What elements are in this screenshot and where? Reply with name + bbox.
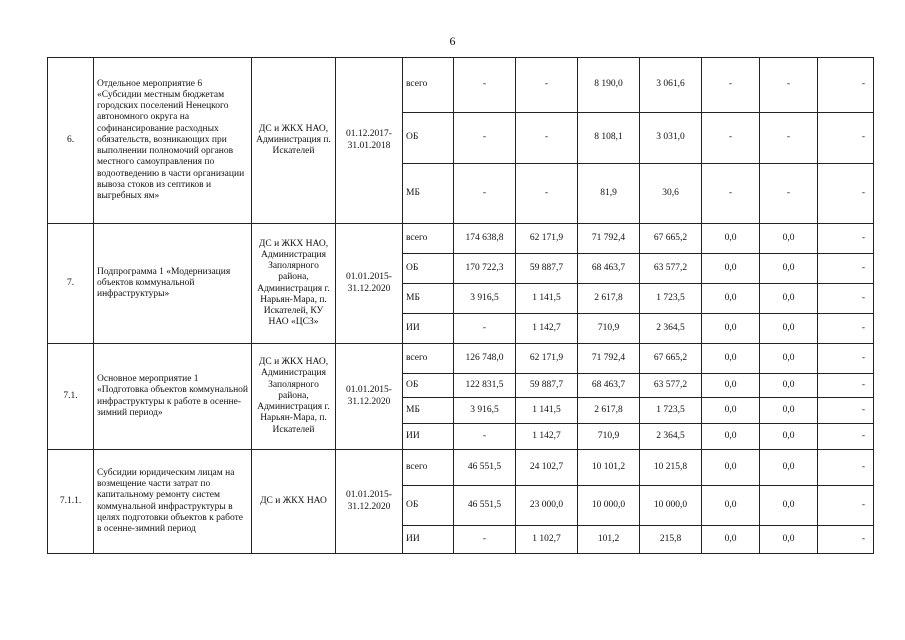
value-cell: 1 141,5: [516, 284, 578, 314]
item-name: Отдельное мероприятие 6 «Субсидии местным бюджетам городских поселений Ненецкого автономного округа на софинансирование расходных обязательств, возникающих при выполнении полномочий органов местного самоуправления по водоотведению в части организации вывоза стоков из септиков и выгребных ям»: [94, 58, 252, 224]
value-cell: 0,0: [702, 284, 760, 314]
funding-source: ИИ: [403, 424, 454, 450]
value-cell: -: [818, 314, 874, 344]
value-cell: 126 748,0: [454, 344, 516, 374]
value-cell: 0,0: [760, 224, 818, 254]
item-executor: ДС и ЖКХ НАО: [252, 450, 336, 554]
value-cell: -: [702, 113, 760, 164]
item-number: 7.1.1.: [48, 450, 94, 554]
value-cell: 10 215,8: [640, 450, 702, 486]
value-cell: -: [760, 164, 818, 224]
value-cell: 10 000,0: [578, 486, 640, 526]
value-cell: -: [454, 526, 516, 554]
funding-source: ОБ: [403, 486, 454, 526]
value-cell: 101,2: [578, 526, 640, 554]
value-cell: 0,0: [702, 314, 760, 344]
value-cell: 0,0: [702, 398, 760, 424]
value-cell: 0,0: [760, 374, 818, 398]
value-cell: 1 723,5: [640, 398, 702, 424]
value-cell: -: [516, 113, 578, 164]
funding-source: всего: [403, 450, 454, 486]
item-period: 01.01.2015-31.12.2020: [336, 344, 403, 450]
item-number: 7.1.: [48, 344, 94, 450]
value-cell: -: [702, 164, 760, 224]
funding-source: МБ: [403, 398, 454, 424]
value-cell: -: [818, 344, 874, 374]
value-cell: 0,0: [702, 224, 760, 254]
value-cell: -: [818, 526, 874, 554]
funding-source: ОБ: [403, 254, 454, 284]
value-cell: 0,0: [702, 254, 760, 284]
value-cell: 3 916,5: [454, 398, 516, 424]
value-cell: 8 108,1: [578, 113, 640, 164]
item-name: Основное мероприятие 1 «Подготовка объектов коммунальной инфраструктуры к работе в осенне-зимний период»: [94, 344, 252, 450]
value-cell: -: [818, 486, 874, 526]
value-cell: 3 916,5: [454, 284, 516, 314]
value-cell: 71 792,4: [578, 224, 640, 254]
value-cell: 2 364,5: [640, 424, 702, 450]
item-executor: ДС и ЖКХ НАО, Администрация Заполярного района, Администрация г. Нарьян-Мара, п. Искателей: [252, 344, 336, 450]
value-cell: 63 577,2: [640, 374, 702, 398]
item-name: Субсидии юридическим лицам на возмещение части затрат по капитальному ремонту систем коммунальной инфраструктуры в целях подготовки объектов к работе в осенне-зимний период: [94, 450, 252, 554]
table-row: [48, 224, 874, 254]
item-number: 7.: [48, 224, 94, 344]
value-cell: 81,9: [578, 164, 640, 224]
value-cell: 1 141,5: [516, 398, 578, 424]
value-cell: 30,6: [640, 164, 702, 224]
value-cell: -: [760, 113, 818, 164]
value-cell: 215,8: [640, 526, 702, 554]
value-cell: 0,0: [760, 284, 818, 314]
value-cell: 63 577,2: [640, 254, 702, 284]
item-name: Подпрограмма 1 «Модернизация объектов коммунальной инфраструктуры»: [94, 224, 252, 344]
value-cell: -: [454, 58, 516, 113]
value-cell: 0,0: [702, 374, 760, 398]
value-cell: 46 551,5: [454, 486, 516, 526]
value-cell: 59 887,7: [516, 374, 578, 398]
value-cell: 1 723,5: [640, 284, 702, 314]
item-executor: ДС и ЖКХ НАО, Администрация п. Искателей: [252, 58, 336, 224]
value-cell: 71 792,4: [578, 344, 640, 374]
value-cell: 0,0: [760, 344, 818, 374]
value-cell: -: [818, 374, 874, 398]
value-cell: 1 102,7: [516, 526, 578, 554]
value-cell: 24 102,7: [516, 450, 578, 486]
value-cell: -: [818, 254, 874, 284]
value-cell: -: [454, 314, 516, 344]
value-cell: 68 463,7: [578, 254, 640, 284]
value-cell: 59 887,7: [516, 254, 578, 284]
budget-table-body: [48, 58, 874, 554]
value-cell: -: [454, 424, 516, 450]
funding-source: МБ: [403, 164, 454, 224]
value-cell: 68 463,7: [578, 374, 640, 398]
value-cell: 0,0: [760, 254, 818, 284]
value-cell: 10 000,0: [640, 486, 702, 526]
value-cell: 0,0: [760, 486, 818, 526]
page-number: 6: [449, 34, 456, 48]
funding-source: ИИ: [403, 526, 454, 554]
value-cell: 174 638,8: [454, 224, 516, 254]
funding-source: всего: [403, 344, 454, 374]
funding-source: ОБ: [403, 374, 454, 398]
value-cell: 3 061,6: [640, 58, 702, 113]
value-cell: 0,0: [702, 424, 760, 450]
value-cell: -: [818, 450, 874, 486]
item-period: 01.01.2015-31.12.2020: [336, 450, 403, 554]
value-cell: 0,0: [760, 424, 818, 450]
value-cell: 2 617,8: [578, 398, 640, 424]
value-cell: -: [516, 164, 578, 224]
value-cell: 8 190,0: [578, 58, 640, 113]
value-cell: -: [818, 164, 874, 224]
value-cell: 0,0: [760, 526, 818, 554]
value-cell: -: [818, 424, 874, 450]
value-cell: 46 551,5: [454, 450, 516, 486]
value-cell: 1 142,7: [516, 424, 578, 450]
value-cell: -: [818, 398, 874, 424]
budget-table: [47, 57, 874, 554]
value-cell: 0,0: [702, 344, 760, 374]
item-executor: ДС и ЖКХ НАО, Администрация Заполярного района, Администрация г. Нарьян-Мара, п. Искателей, КУ НАО «ЦСЗ»: [252, 224, 336, 344]
item-number: 6.: [48, 58, 94, 224]
value-cell: 0,0: [760, 314, 818, 344]
value-cell: -: [454, 164, 516, 224]
funding-source: ОБ: [403, 113, 454, 164]
value-cell: -: [454, 113, 516, 164]
value-cell: 2 364,5: [640, 314, 702, 344]
table-row: [48, 344, 874, 374]
value-cell: -: [516, 58, 578, 113]
value-cell: 0,0: [760, 450, 818, 486]
value-cell: -: [818, 58, 874, 113]
value-cell: 3 031,0: [640, 113, 702, 164]
funding-source: всего: [403, 58, 454, 113]
table-row: [48, 58, 874, 113]
value-cell: 62 171,9: [516, 344, 578, 374]
value-cell: 710,9: [578, 314, 640, 344]
funding-source: МБ: [403, 284, 454, 314]
value-cell: 1 142,7: [516, 314, 578, 344]
value-cell: 2 617,8: [578, 284, 640, 314]
value-cell: 0,0: [702, 486, 760, 526]
item-period: 01.12.2017-31.01.2018: [336, 58, 403, 224]
value-cell: -: [818, 284, 874, 314]
value-cell: -: [760, 58, 818, 113]
value-cell: 62 171,9: [516, 224, 578, 254]
value-cell: 67 665,2: [640, 224, 702, 254]
funding-source: ИИ: [403, 314, 454, 344]
value-cell: 0,0: [702, 526, 760, 554]
value-cell: 0,0: [760, 398, 818, 424]
value-cell: 170 722,3: [454, 254, 516, 284]
funding-source: всего: [403, 224, 454, 254]
value-cell: -: [818, 113, 874, 164]
value-cell: -: [702, 58, 760, 113]
item-period: 01.01.2015-31.12.2020: [336, 224, 403, 344]
value-cell: 710,9: [578, 424, 640, 450]
value-cell: 0,0: [702, 450, 760, 486]
value-cell: 67 665,2: [640, 344, 702, 374]
value-cell: 122 831,5: [454, 374, 516, 398]
value-cell: -: [818, 224, 874, 254]
value-cell: 23 000,0: [516, 486, 578, 526]
table-row: [48, 450, 874, 486]
value-cell: 10 101,2: [578, 450, 640, 486]
